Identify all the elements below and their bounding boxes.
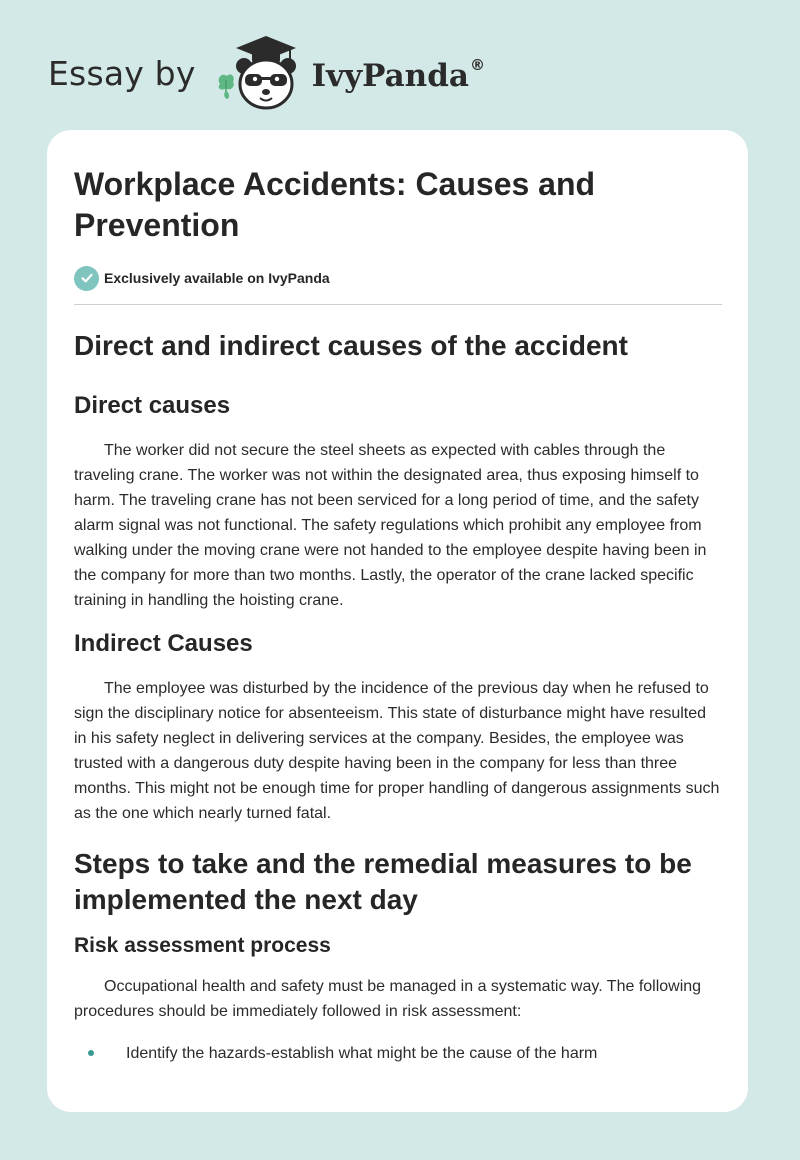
badge-text: Exclusively available on IvyPanda [104, 270, 330, 286]
section-heading-steps: Steps to take and the remedial measures to be implemented the next day [74, 848, 692, 915]
paragraph-risk-assessment: Occupational health and safety must be managed in a systematic way. The following procedures should be immediately followed in risk assessment: [74, 978, 702, 1020]
logo-brand-text: IvyPanda [311, 58, 469, 94]
logo-brand[interactable] [312, 56, 485, 94]
logo-prefix: Essay by [48, 53, 196, 93]
section-heading-causes: Direct and indirect causes of the accident [74, 330, 628, 361]
panda-graduate-icon[interactable] [214, 34, 306, 114]
registered-mark: ® [469, 56, 485, 74]
paragraph-direct-causes: The worker did not secure the steel sheets as expected with cables through the traveling crane. The worker was not within the designated area, thus exposing himself to harm. The traveling crane has not been serviced for a long period of time, and the safety alarm signal was not functional. The safety regulations which prohibit any employee from walking under the moving crane were not handed to the employee despite having been in the company for more than two months. Lastly, the operator of the crane lacked specific training in handling the hoisting crane. [74, 442, 707, 609]
divider [74, 304, 722, 305]
paragraph-indirect-causes: The employee was disturbed by the incidence of the previous day when he refused to sign the disciplinary notice for absenteeism. This state of disturbance might have resulted in his safety neglect in delivering services at the company. Besides, the employee was trusted with a dangerous duty despite having been in the company for less than three months. This might not be enough time for proper handling of dangerous assignments such as the one which nearly turned fatal. [74, 680, 720, 822]
check-icon [74, 266, 99, 291]
essay-card [47, 130, 748, 1112]
bullet-icon [88, 1050, 94, 1056]
risk-steps-list [74, 1041, 722, 1066]
subheading-direct-causes: Direct causes [74, 392, 231, 419]
list-item [74, 1041, 722, 1066]
subheading-indirect-causes: Indirect Causes [74, 630, 253, 657]
subheading-risk-assessment: Risk assessment process [74, 934, 331, 957]
essay-title: Workplace Accidents: Causes and Prevention [74, 166, 596, 243]
site-header [48, 34, 485, 114]
exclusive-badge [74, 265, 722, 291]
list-item-text: Identify the hazards-establish what might be the cause of the harm [126, 1045, 598, 1062]
